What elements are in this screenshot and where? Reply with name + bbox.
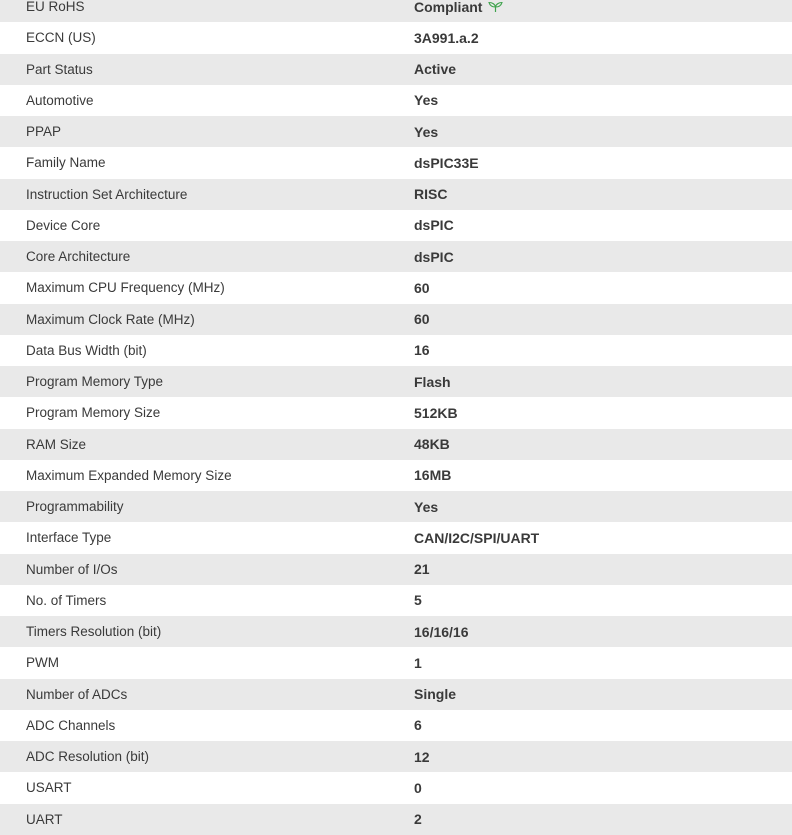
spec-row [0, 366, 792, 397]
spec-row [0, 491, 792, 522]
spec-label: ADC Channels [26, 717, 116, 733]
spec-row [0, 147, 792, 178]
spec-value: 512KB [414, 404, 458, 421]
spec-value: 2 [414, 811, 422, 828]
spec-label: PWM [26, 655, 59, 671]
spec-row [0, 460, 792, 491]
spec-row [0, 210, 792, 241]
spec-label: PPAP [26, 124, 62, 140]
spec-value [414, 0, 503, 15]
spec-row [0, 710, 792, 741]
spec-label: No. of Timers [26, 592, 107, 608]
spec-row [0, 554, 792, 585]
spec-value: 6 [414, 717, 422, 734]
leaf-icon [488, 1, 503, 13]
spec-label: Core Architecture [26, 249, 131, 265]
spec-value: Yes [414, 498, 439, 515]
spec-row [0, 179, 792, 210]
spec-value: 21 [414, 561, 430, 578]
spec-row [0, 22, 792, 53]
spec-value: 60 [414, 279, 430, 296]
spec-row [0, 804, 792, 835]
spec-label: RAM Size [26, 436, 87, 452]
spec-label: Program Memory Size [26, 405, 161, 421]
spec-row [0, 0, 792, 22]
spec-value: RISC [414, 186, 448, 203]
spec-value: 16MB [414, 467, 452, 484]
spec-label: ADC Resolution (bit) [26, 749, 150, 765]
spec-label: Program Memory Type [26, 374, 164, 390]
spec-row [0, 585, 792, 616]
spec-row [0, 304, 792, 335]
spec-label: Maximum Clock Rate (MHz) [26, 311, 195, 327]
spec-value: 1 [414, 654, 422, 671]
spec-value-text: Compliant [414, 0, 483, 15]
spec-value: dsPIC [414, 217, 454, 234]
spec-label: Instruction Set Architecture [26, 186, 188, 202]
spec-row [0, 397, 792, 428]
spec-label: Device Core [26, 217, 101, 233]
spec-label: UART [26, 811, 63, 827]
spec-row [0, 85, 792, 116]
spec-value: CAN/I2C/SPI/UART [414, 529, 540, 546]
spec-label: Number of I/Os [26, 561, 118, 577]
spec-label: EU RoHS [26, 0, 85, 15]
spec-label: Part Status [26, 61, 93, 77]
spec-value: 3A991.a.2 [414, 29, 479, 46]
spec-label: ECCN (US) [26, 30, 96, 46]
spec-value: 0 [414, 779, 422, 796]
spec-label: Interface Type [26, 530, 112, 546]
spec-label: Number of ADCs [26, 686, 128, 702]
spec-row [0, 241, 792, 272]
spec-value: 16 [414, 342, 430, 359]
spec-row [0, 522, 792, 553]
spec-value: 48KB [414, 436, 450, 453]
spec-value: Yes [414, 92, 439, 109]
spec-row [0, 772, 792, 803]
spec-label: Automotive [26, 92, 94, 108]
spec-label: Family Name [26, 155, 106, 171]
spec-row [0, 54, 792, 85]
spec-label: Programmability [26, 499, 124, 515]
spec-value: 16/16/16 [414, 623, 469, 640]
spec-row [0, 741, 792, 772]
spec-label: Maximum CPU Frequency (MHz) [26, 280, 225, 296]
spec-label: Maximum Expanded Memory Size [26, 467, 232, 483]
spec-value: Active [414, 61, 457, 78]
spec-value: 12 [414, 748, 430, 765]
spec-row [0, 429, 792, 460]
spec-row [0, 647, 792, 678]
spec-value: dsPIC33E [414, 154, 479, 171]
spec-row [0, 272, 792, 303]
spec-row [0, 116, 792, 147]
spec-label: Timers Resolution (bit) [26, 624, 162, 640]
spec-value: Flash [414, 373, 451, 390]
spec-value: dsPIC [414, 248, 454, 265]
spec-value: Single [414, 686, 457, 703]
spec-label: Data Bus Width (bit) [26, 342, 147, 358]
spec-label: USART [26, 780, 72, 796]
spec-row [0, 616, 792, 647]
spec-row [0, 335, 792, 366]
spec-value: 5 [414, 592, 422, 609]
spec-value: Yes [414, 123, 439, 140]
spec-row [0, 679, 792, 710]
spec-value: 60 [414, 311, 430, 328]
